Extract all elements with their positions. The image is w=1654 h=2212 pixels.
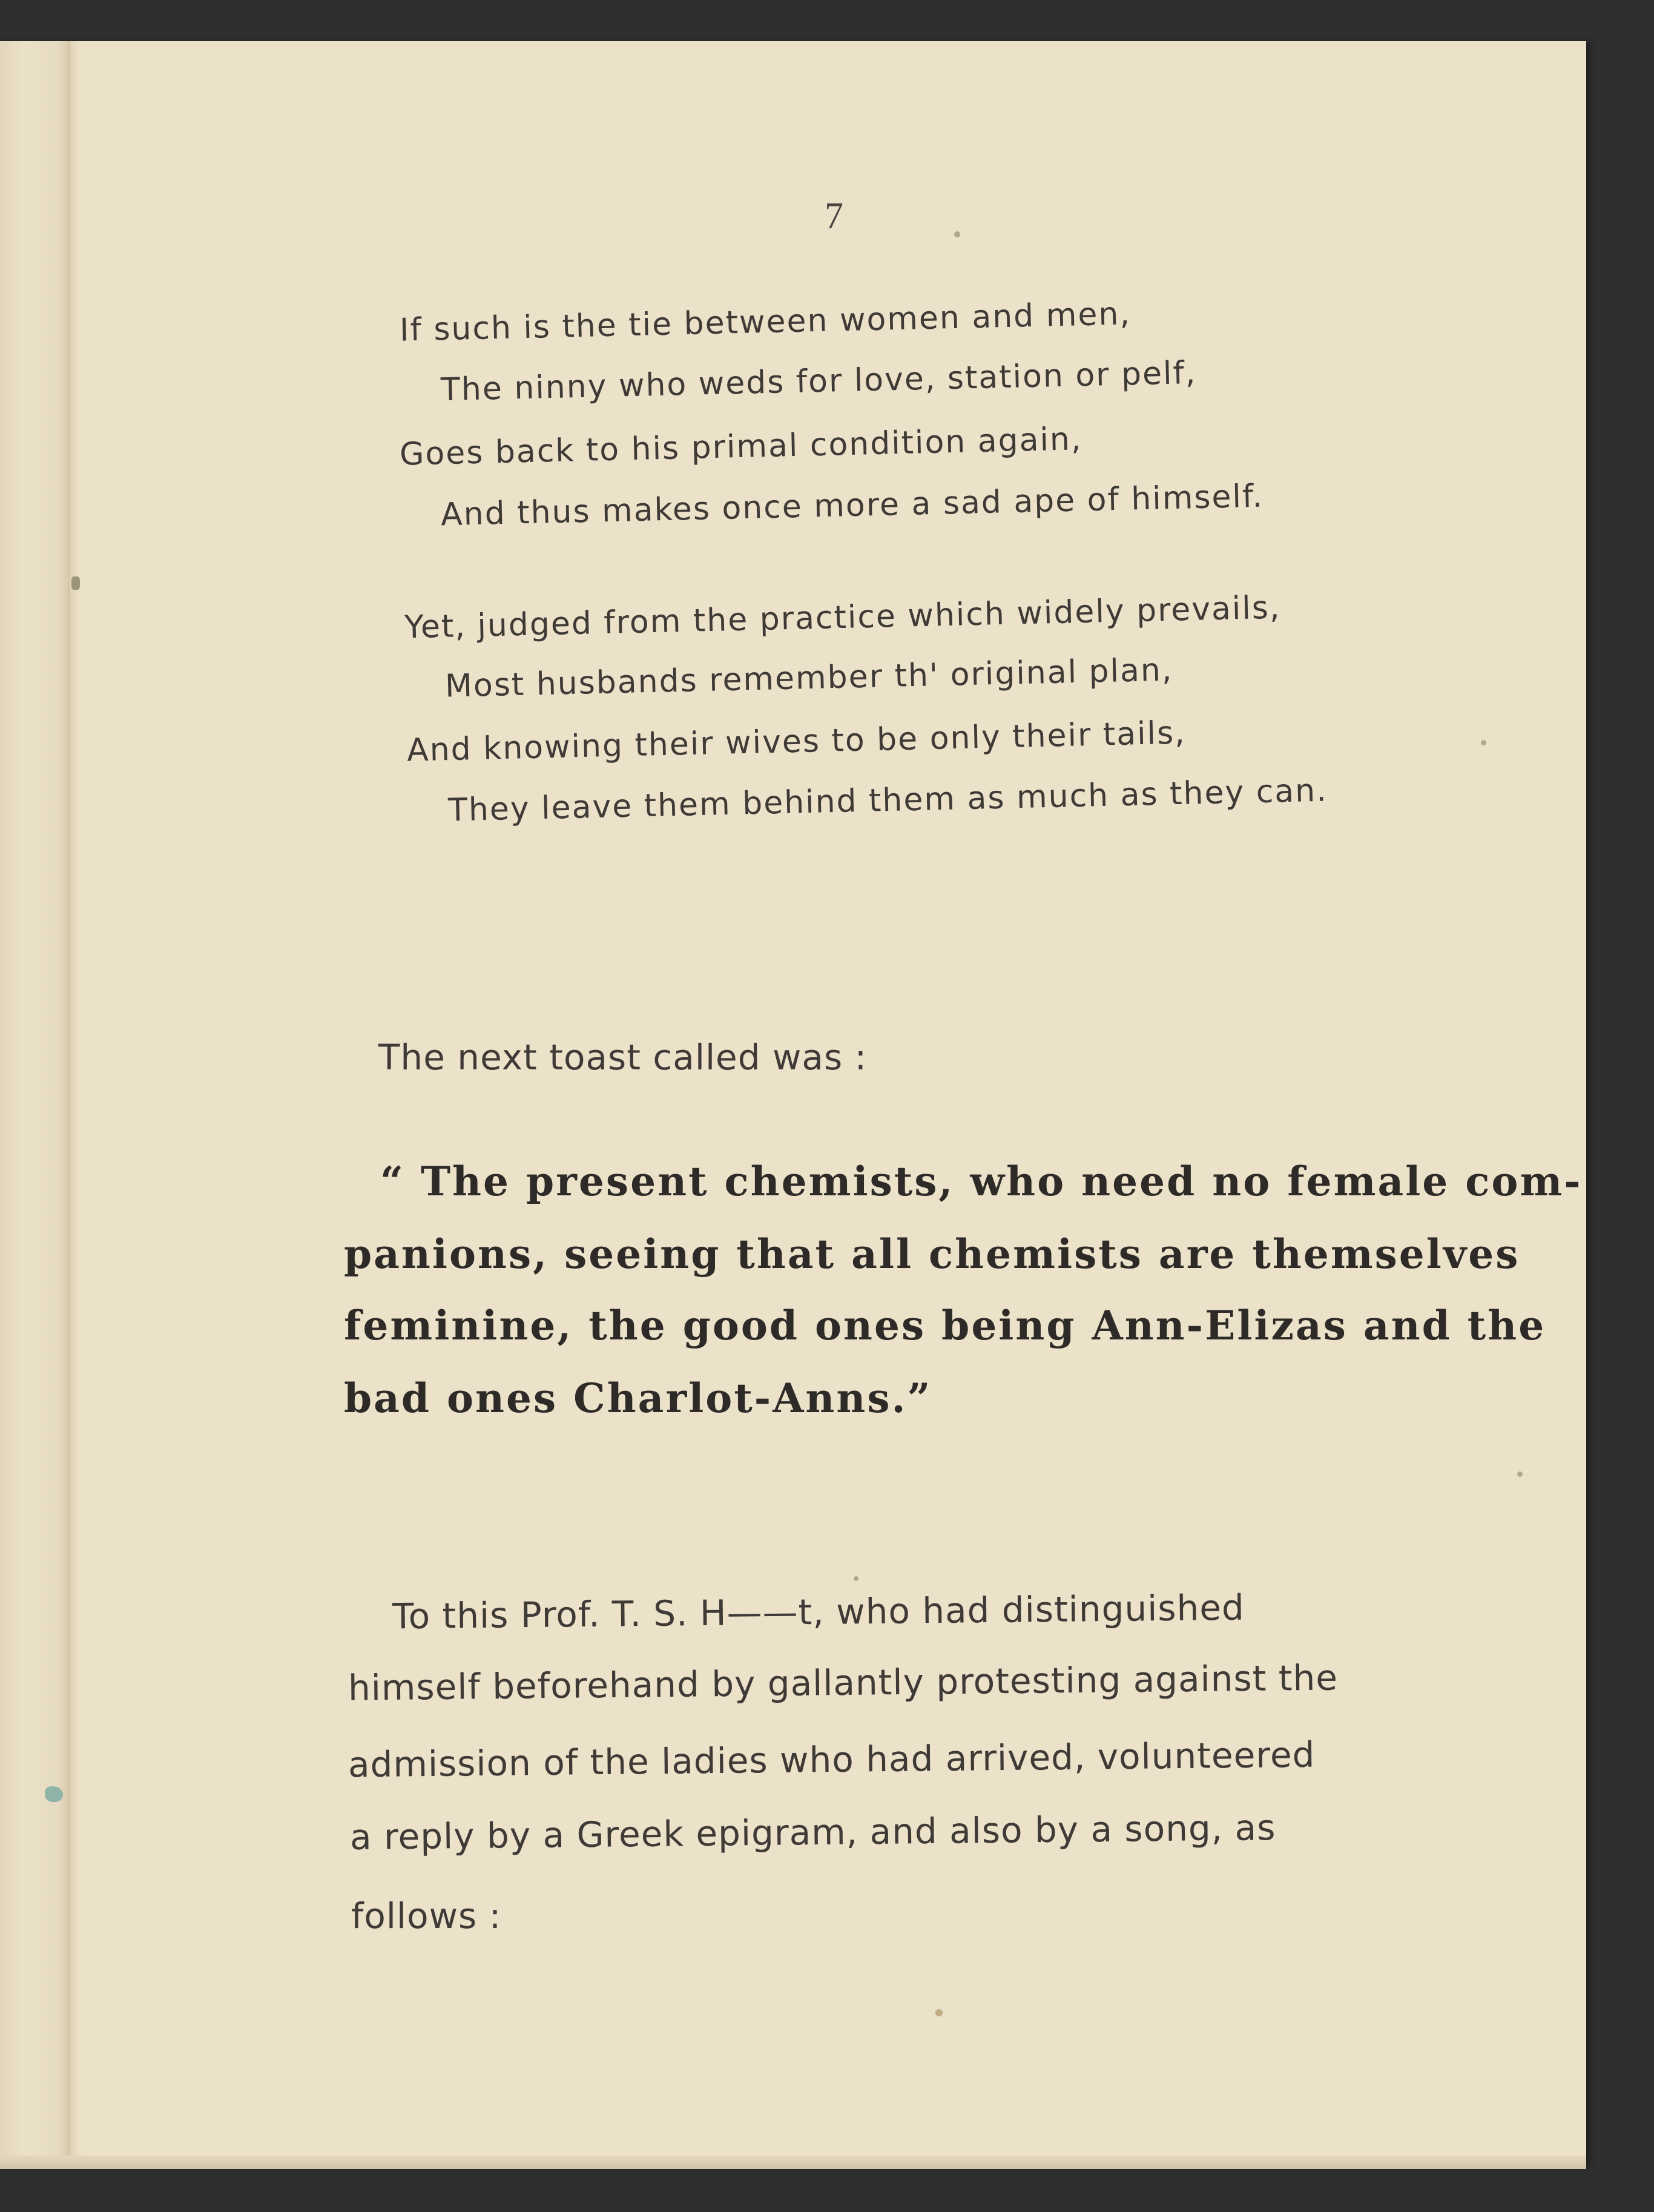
- stanza2-line-1: Yet, judged from the practice which widely prevails,: [404, 589, 1282, 646]
- stanza2-line-4: They leave them behind them as much as they can.: [447, 772, 1328, 829]
- paper-speck: [1517, 1471, 1523, 1477]
- page-number: 7: [825, 196, 843, 237]
- paper-speck: [1481, 740, 1486, 745]
- toast-line-3: feminine, the good ones being Ann-Elizas and the: [344, 1302, 1546, 1349]
- closing-line-1: To this Prof. T. S. H——t, who had distinguished: [392, 1586, 1245, 1637]
- toast-intro: The next toast called was :: [378, 1037, 868, 1078]
- closing-line-5: follows :: [351, 1895, 502, 1936]
- closing-line-3: admission of the ladies who had arrived, volunteered: [348, 1734, 1316, 1786]
- stanza1-line-1: If such is the tie between women and men,: [399, 295, 1132, 349]
- paper-speck: [935, 2009, 943, 2016]
- binding-thread: [71, 576, 80, 590]
- paper-speck: [954, 231, 960, 237]
- page-gutter: [0, 41, 103, 2168]
- paper-stain: [45, 1786, 63, 1802]
- toast-line-1: “ The present chemists, who need no female com-: [380, 1158, 1583, 1205]
- page-bottom-edge: [0, 2156, 1586, 2169]
- stanza2-line-3: And knowing their wives to be only their tails,: [406, 715, 1187, 769]
- stanza1-line-3: Goes back to his primal condition again,: [399, 421, 1083, 473]
- stanza1-line-2: The ninny who weds for love, station or pelf,: [440, 354, 1197, 409]
- toast-line-4: bad ones Charlot-Anns.”: [344, 1375, 932, 1422]
- toast-line-2: panions, seeing that all chemists are themselves: [344, 1230, 1520, 1278]
- stanza1-line-4: And thus makes once more a sad ape of himself.: [440, 478, 1264, 533]
- paper-speck: [854, 1576, 858, 1581]
- closing-line-4: a reply by a Greek epigram, and also by a song, as: [349, 1806, 1276, 1858]
- page-fold: [68, 41, 70, 2168]
- closing-line-2: himself beforehand by gallantly protesting against the: [348, 1657, 1339, 1709]
- stanza2-line-2: Most husbands remember th' original plan,: [444, 652, 1173, 705]
